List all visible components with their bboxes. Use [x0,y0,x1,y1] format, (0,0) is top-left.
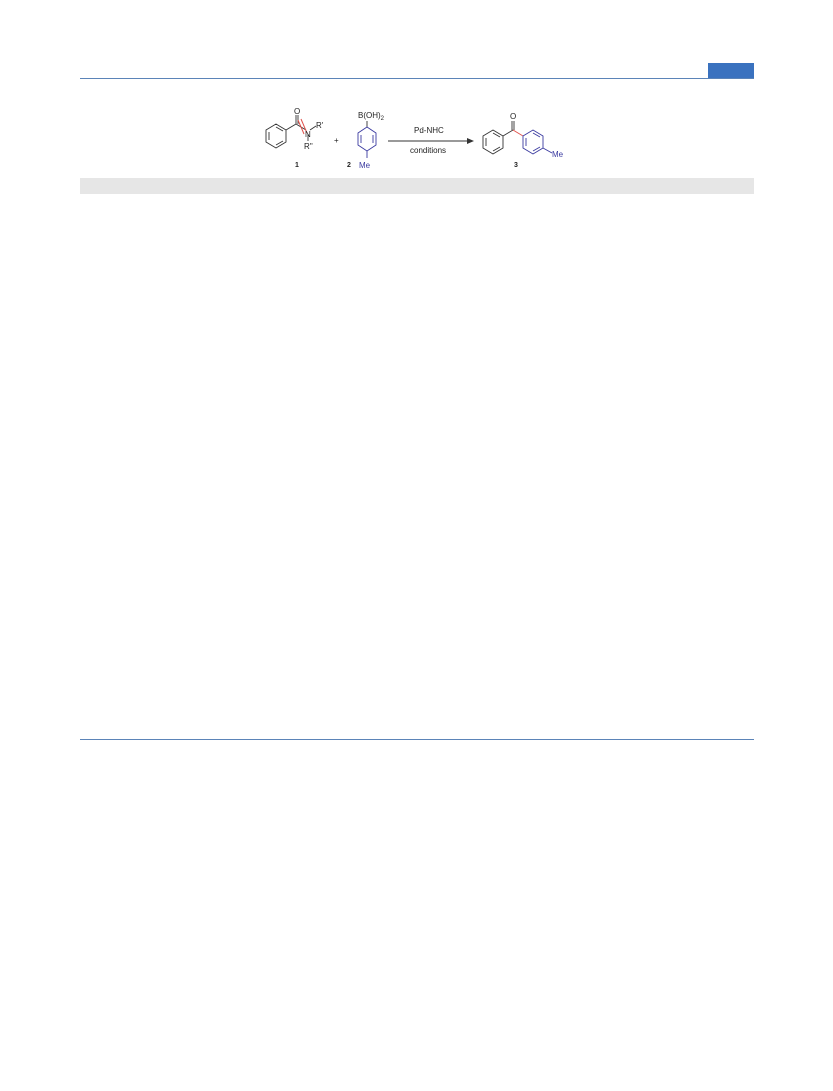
carbonyl-oxygen-3: O [510,112,517,121]
substituent-r-prime: R' [316,121,324,130]
product-structure [483,121,552,154]
table-header-bar [80,178,754,194]
methyl-2: Me [359,161,371,170]
reactant-2-structure [358,121,376,158]
header-tab [708,63,754,78]
methyl-3: Me [552,150,564,159]
compound-label-3: 3 [514,162,518,169]
nitrogen-atom: N [305,130,311,139]
boronic-acid-group: $B(OH)_2$ [358,111,385,122]
reaction-arrow [388,138,474,144]
carbonyl-oxygen-1: O [294,107,301,116]
header-rule [80,78,754,79]
substituent-r-double-prime: R'' [304,142,313,151]
compound-label-1: 1 [295,162,299,169]
catalyst-label: Pd-NHC [414,126,444,135]
conditions-label: conditions [410,146,447,155]
table-bottom-rule [80,739,754,740]
reaction-scheme [250,106,590,176]
compound-label-2: 2 [347,162,351,169]
plus-sign: + [334,136,339,145]
